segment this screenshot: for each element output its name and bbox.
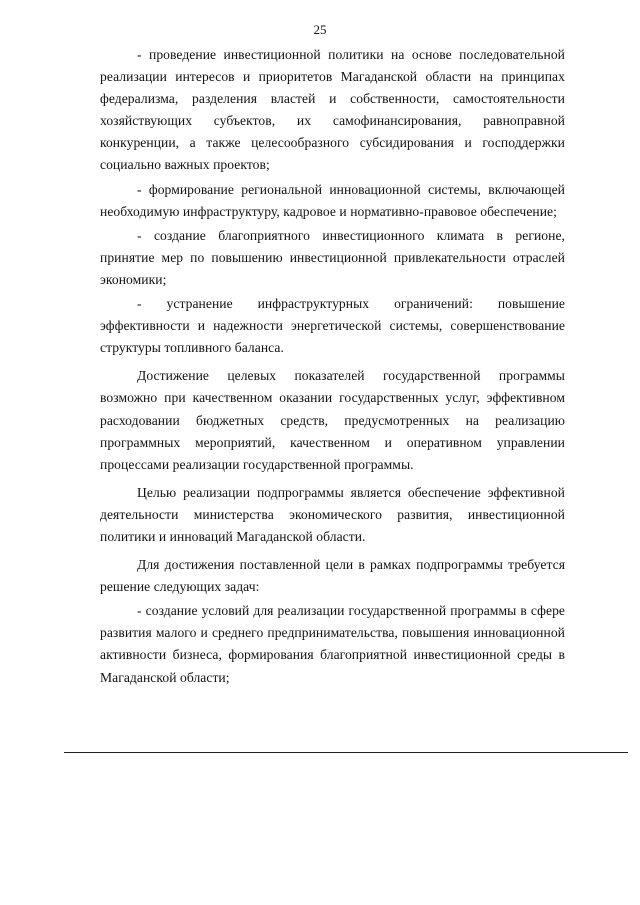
paragraph-goal: Целью реализации подпрограммы является обеспечение эффективной деятельности министерства экономического развития, инвестиционной политики и инноваций Магаданской области. [100, 484, 565, 544]
page-bottom-rule [64, 752, 628, 753]
paragraph-investment-climate: - создание благоприятного инвестиционного климата в регионе, принятие мер по повышению инвестиционной привлекательности отраслей экономики; [100, 227, 565, 287]
paragraph-investment-policy: - проведение инвестиционной политики на основе последовательной реализации интересов и приоритетов Магаданской области на принципах федерализма, разделения властей и собственности, самостоятельности хозяйствующих субъектов, их самофинансирования, равноправной конкуренции, а также целесообразного субсидирования и господдержки социально важных проектов; [100, 47, 565, 173]
paragraph-tasks-intro: Для достижения поставленной цели в рамках подпрограммы требуется решение следующих задач: [100, 557, 565, 595]
paragraph-targets: Достижение целевых показателей государственной программы возможно при качественном оказании государственных услуг, эффективном расходовании бюджетных средств, предусмотренных на реализацию программных мероприятий, качественном и оперативном управлении процессами реализации государственной программы. [100, 368, 565, 472]
document-body [100, 44, 565, 691]
paragraph-infrastructure: - устранение инфраструктурных ограничений: повышение эффективности и надежности энергетической системы, совершенствование структуры топливного баланса. [100, 296, 565, 356]
page-number: 25 [313, 22, 327, 37]
paragraph-innovation-system: - формирование региональной инновационной системы, включающей необходимую инфраструктуру, кадровое и нормативно-правовое обеспечение; [100, 181, 565, 219]
paragraph-task-sme: - создание условий для реализации государственной программы в сфере развития малого и среднего предпринимательства, повышения инновационной активности бизнеса, формирования благоприятной инвестиционной среды в Магаданской области; [100, 603, 565, 685]
